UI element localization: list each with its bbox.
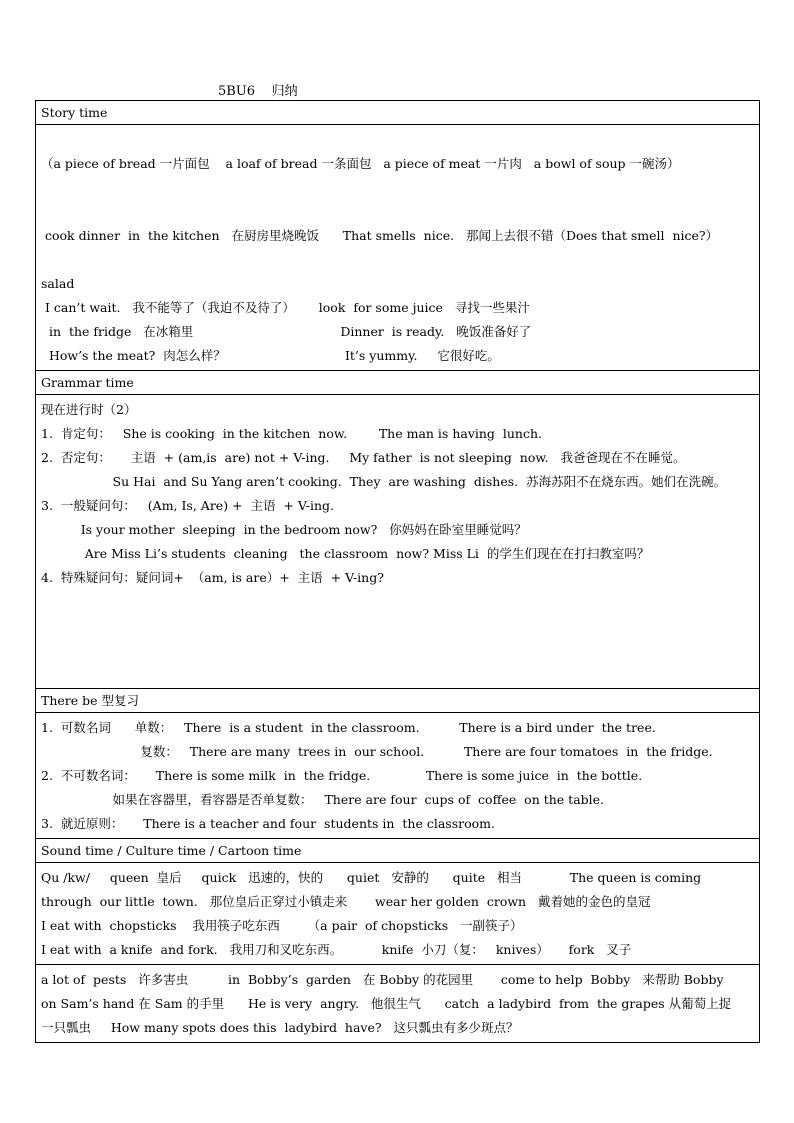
grammar-line-9 [41,590,755,614]
section-header-grammar: Grammar time [35,371,760,395]
culture-line-1: I eat with chopsticks 我用筷子吃东西 （a pair of chopsticks 一副筷子） [41,918,523,933]
grammar-line-12 [41,662,755,686]
there-be-line-4: 如果在容器里，看容器是否单复数： There are four cups of coffee on the table. [41,792,605,807]
grammar-line-4: Su Hai and Su Yang aren’t cooking. They are washing dishes. 苏海苏阳不在烧东西。她们在洗碗。 [41,474,727,489]
story-line-7: salad [41,276,75,291]
story-line-1 [41,128,755,152]
summary-table [35,100,760,1043]
section-body-there-be [35,713,760,839]
section-body-cartoon [35,965,760,1043]
section-body-sound-culture [35,863,760,965]
section-header-sound-culture-cartoon: Sound time / Culture time / Cartoon time [35,839,760,863]
grammar-line-1: 现在进行时（2） [41,402,137,417]
sound-line-1: Qu /kw/ queen 皇后 quick 迅速的，快的 quiet 安静的 quite 相当 The queen is coming [41,870,702,885]
cartoon-line-2: on Sam’s hand 在 Sam 的手里 He is very angry. 他很生气 catch a ladybird from the grapes 从葡萄上捉 [41,996,732,1011]
story-line-3 [41,176,755,200]
story-line-9: in the fridge 在冰箱里 Dinner is ready. 晚饭准备好了 [41,324,532,339]
there-be-line-3: 2. 不可数名词： There is some milk in the fridge. There is some juice in the bottle. [41,768,643,783]
story-line-4 [41,200,755,224]
there-be-line-2: 复数： There are many trees in our school. There are four tomatoes in the fridge. [41,744,713,759]
story-line-5: cook dinner in the kitchen 在厨房里烧晚饭 That smells nice. 那闻上去很不错（Does that smell nice?） [41,228,719,243]
grammar-line-8: 4. 特殊疑问句：疑问词+ （am, is are）+ 主语 + V-ing? [41,570,384,585]
grammar-line-2: 1. 肯定句： She is cooking in the kitchen now. The man is having lunch. [41,426,543,441]
grammar-line-6: Is your mother sleeping in the bedroom now? 你妈妈在卧室里睡觉吗？ [41,522,527,537]
story-line-6 [41,248,755,272]
grammar-line-11 [41,638,755,662]
grammar-line-10 [41,614,755,638]
section-body-grammar [35,395,760,689]
there-be-line-1: 1. 可数名词 单数： There is a student in the classroom. There is a bird under the tree. [41,720,656,735]
there-be-line-5: 3. 就近原则： There is a teacher and four students in the classroom. [41,816,495,831]
story-line-8: I can’t wait. 我不能等了（我迫不及待了） look for some juice 寻找一些果汁 [41,300,530,315]
cartoon-line-3: 一只瓢虫 How many spots does this ladybird have? 这只瓢虫有多少斑点？ [41,1020,519,1035]
section-header-story: Story time [35,101,760,125]
cartoon-line-1: a lot of pests 许多害虫 in Bobby’s garden 在 Bobby 的花园里 come to help Bobby 来帮助 Bobby [41,972,724,987]
story-line-2: （a piece of bread 一片面包 a loaf of bread 一条面包 a piece of meat 一片肉 a bowl of soup 一碗汤） [41,156,680,171]
sound-line-2: through our little town. 那位皇后正穿过小镇走来 wear her golden crown 戴着她的金色的皇冠 [41,894,651,909]
grammar-line-3: 2. 否定句： 主语 + (am,is are) not + V-ing. My father is not sleeping now. 我爸爸现在不在睡觉。 [41,450,686,465]
culture-line-2: I eat with a knife and fork. 我用刀和叉吃东西。 knife 小刀（复： knives） fork 叉子 [41,942,632,957]
document-title: 5BU6 归纳 [218,84,298,99]
grammar-line-7: Are Miss Li’s students cleaning the classroom now? Miss Li 的学生们现在在打扫教室吗？ [41,546,650,561]
section-header-there-be: There be 型复习 [35,689,760,713]
grammar-line-5: 3. 一般疑问句： (Am, Is, Are) + 主语 + V-ing. [41,498,334,513]
section-body-story [35,125,760,371]
story-line-10: How’s the meat? 肉怎么样？ It’s yummy. 它很好吃。 [41,348,500,363]
